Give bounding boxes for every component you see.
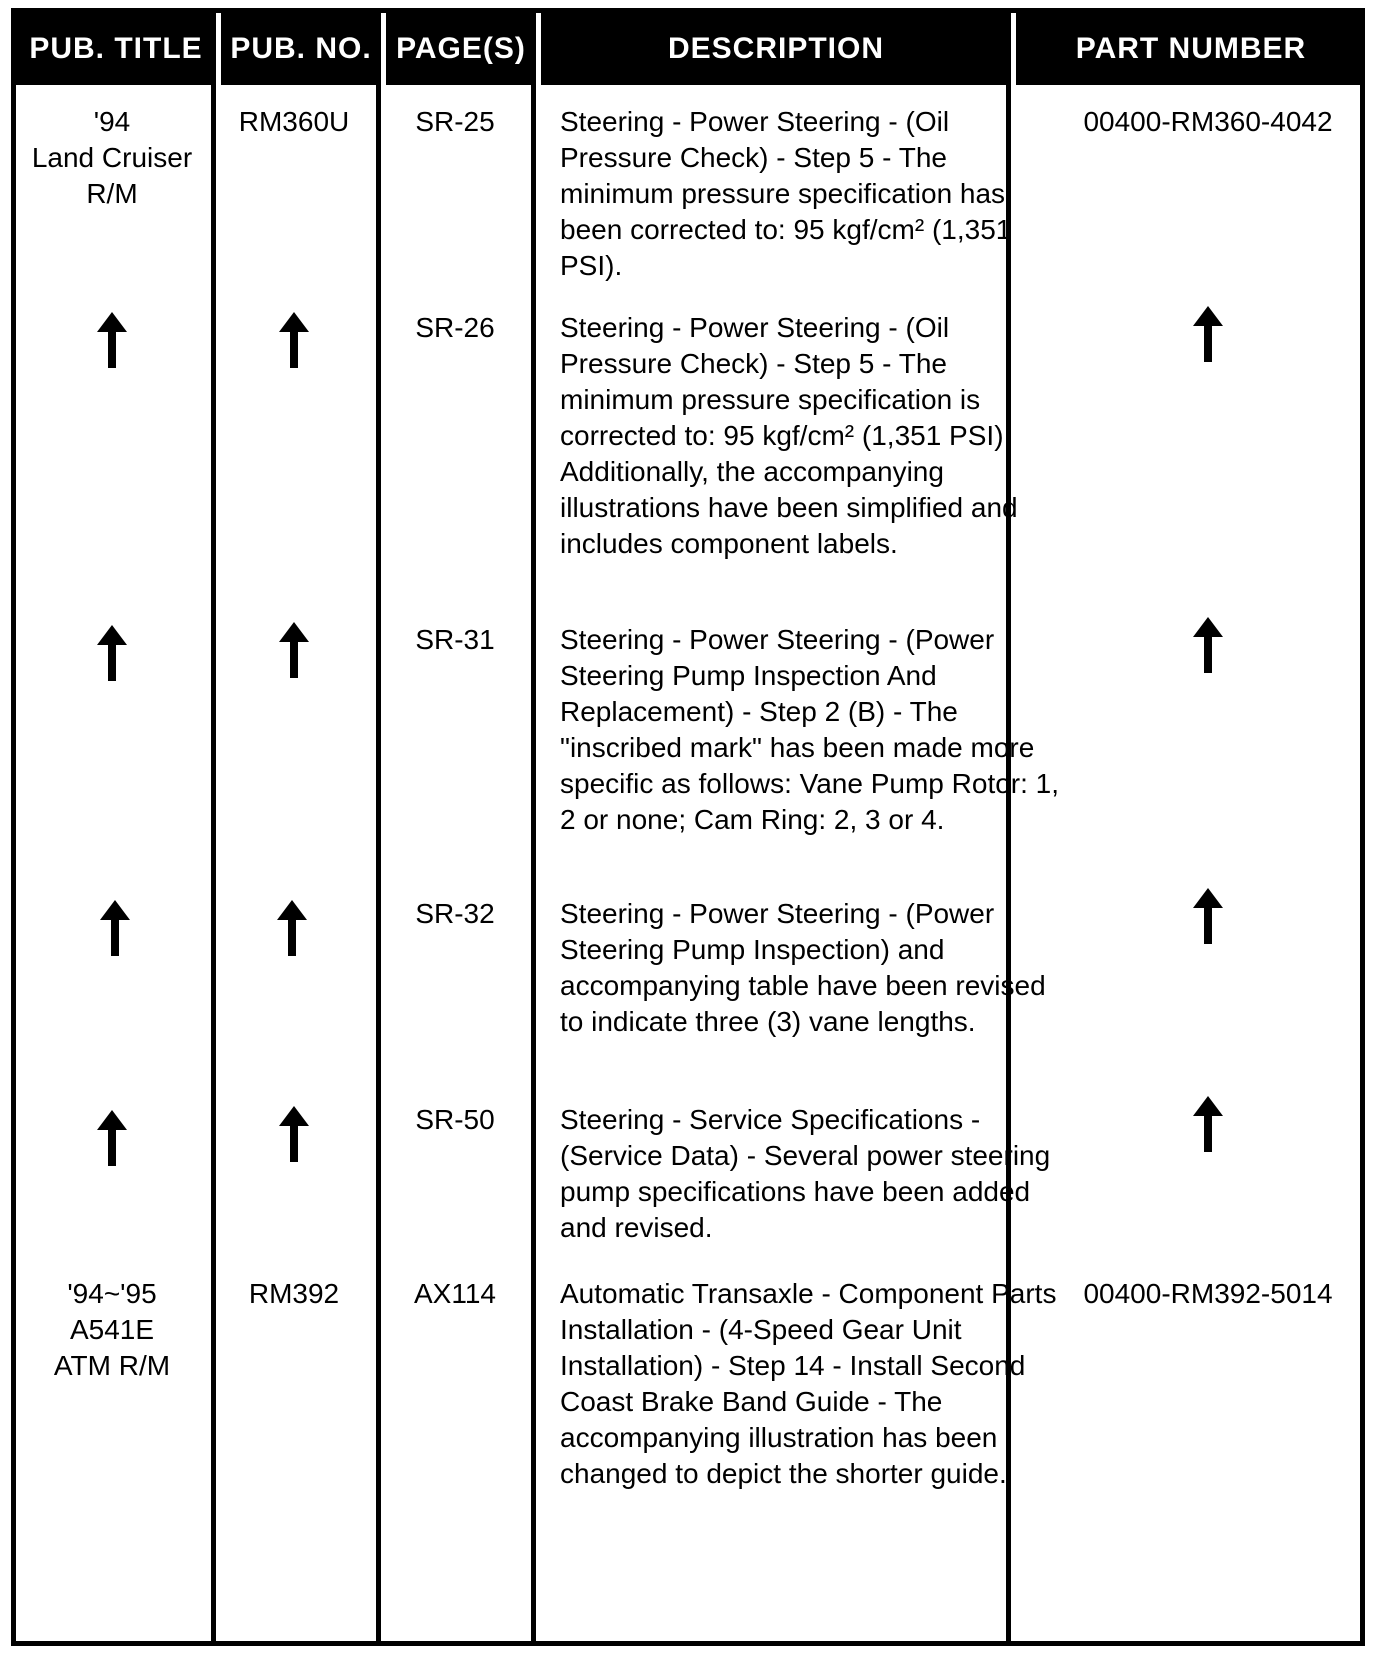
pub-title-line: Land Cruiser [31, 142, 193, 173]
header-divider [216, 13, 221, 85]
page-cell: SR-32 [415, 898, 495, 929]
header-description: DESCRIPTION [667, 32, 885, 65]
ditto-arrow-icon [97, 312, 127, 368]
description-cell [560, 104, 1060, 284]
description-text: Steering - Service Specifications - (Service Data) - Several power steering pump specifications have been added and revised. [560, 1104, 1051, 1243]
header-pages: PAGE(S) [396, 32, 526, 65]
description-cell [560, 310, 1060, 562]
description-text: Steering - Power Steering - (Oil Pressure Check) - Step 5 - The minimum pressure specification is corrected to: 95 kgf/cm² (1,351 PSI). Additionally, the accompanying illustrations have been simplified and includes component labels. [560, 312, 1018, 559]
description-text: Automatic Transaxle - Component Parts Installation - (4-Speed Gear Unit Installation) - Step 14 - Install Second Coast Brake Band Guide - The accompanying illustration has been changed to depict the shorter guide. [560, 1278, 1057, 1489]
ditto-arrow-icon [97, 1110, 127, 1166]
column-divider [531, 13, 536, 1641]
pub-title-cell [16, 104, 208, 212]
description-text: Steering - Power Steering - (Power Steering Pump Inspection And Replacement) - Step 2 (B) - The "inscribed mark" has been made more specific as follows: Vane Pump Rotor: 1, 2 or none; Cam Ring: 2, 3 or 4. [560, 624, 1060, 835]
pub-title-cell [16, 1276, 208, 1384]
ditto-arrow-icon [279, 1106, 309, 1162]
description-cell [560, 896, 1060, 1040]
header-pub-no: PUB. NO. [230, 32, 372, 65]
ditto-arrow-icon [1193, 1096, 1223, 1152]
pub-title-line: '94 [93, 106, 131, 137]
header-divider [381, 13, 386, 85]
ditto-arrow-icon [279, 622, 309, 678]
ditto-arrow-icon [97, 625, 127, 681]
pub-title-line: R/M [86, 178, 138, 209]
pub-no-cell: RM392 [248, 1278, 340, 1309]
description-cell [560, 622, 1060, 838]
header-pub-title: PUB. TITLE [29, 32, 203, 65]
part-number-cell: 00400-RM392-5014 [1083, 1278, 1333, 1309]
ditto-arrow-icon [1193, 617, 1223, 673]
part-number-cell: 00400-RM360-4042 [1083, 106, 1333, 137]
page-cell: SR-26 [415, 312, 495, 343]
page-cell: SR-50 [415, 1104, 495, 1135]
ditto-arrow-icon [1193, 306, 1223, 362]
description-cell [560, 1102, 1060, 1246]
description-text: Steering - Power Steering - (Oil Pressure Check) - Step 5 - The minimum pressure specification has been corrected to: 95 kgf/cm² (1,351 PSI). [560, 106, 1012, 281]
page-cell: AX114 [414, 1278, 496, 1309]
page-cell: SR-31 [415, 624, 495, 655]
pub-no-cell: RM360U [238, 106, 350, 137]
pub-title-line: '94~'95 [67, 1278, 157, 1309]
ditto-arrow-icon [1193, 888, 1223, 944]
page-cell: SR-25 [415, 106, 495, 137]
description-cell [560, 1276, 1060, 1492]
ditto-arrow-icon [100, 900, 130, 956]
pub-title-line: ATM R/M [53, 1350, 171, 1381]
header-divider [536, 13, 541, 85]
header-part-number: PART NUMBER [1075, 32, 1307, 65]
ditto-arrow-icon [277, 900, 307, 956]
column-divider [211, 13, 216, 1641]
column-divider [376, 13, 381, 1641]
ditto-arrow-icon [279, 312, 309, 368]
description-text: Steering - Power Steering - (Power Steering Pump Inspection) and accompanying table have been revised to indicate three (3) vane lengths. [560, 898, 1046, 1037]
pub-title-line: A541E [69, 1314, 155, 1345]
header-divider [1011, 13, 1016, 85]
table-header [16, 13, 1360, 85]
